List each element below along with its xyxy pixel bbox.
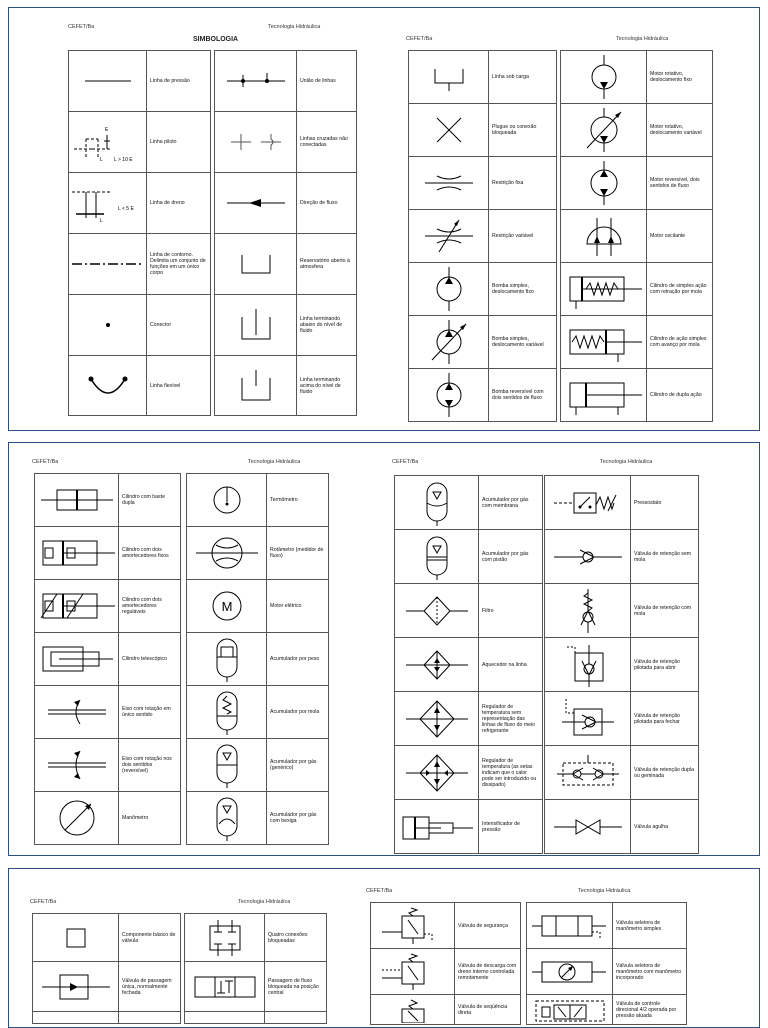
flexible-line-icon bbox=[83, 371, 133, 401]
electric-motor-icon bbox=[207, 586, 247, 626]
table-row bbox=[395, 800, 543, 854]
course-label: Tecnologia Hidráulica bbox=[238, 899, 291, 905]
table-row bbox=[545, 476, 699, 530]
table-row bbox=[215, 295, 357, 356]
symbol-label: Válvula seletora de manômetro com manômetro incorporado bbox=[613, 949, 687, 995]
symbol-label: União de linhas bbox=[297, 51, 357, 112]
course-label: Tecnologia Hidráulica bbox=[578, 888, 631, 894]
table-row bbox=[35, 474, 181, 527]
drain-cond-mark: L < 5 E bbox=[117, 206, 134, 212]
table-row bbox=[561, 157, 713, 210]
spring-advance-cylinder-icon bbox=[564, 322, 644, 362]
table-row bbox=[187, 580, 329, 633]
symbol-label: Válvula de descarga com dreno interno controlada remotamente bbox=[455, 949, 521, 995]
course-label: Tecnologia Hidráulica bbox=[616, 36, 669, 42]
symbol-label: Cilindro de simples ação com retração por mola bbox=[647, 263, 713, 316]
table-row bbox=[187, 792, 329, 845]
symbol-table bbox=[560, 50, 713, 422]
table-row bbox=[215, 356, 357, 416]
symbol-label: Válvula de retenção com mola bbox=[631, 584, 699, 638]
table-row bbox=[187, 739, 329, 792]
table-row bbox=[185, 962, 327, 1012]
symbol-label: Acumulador por gás com pistão bbox=[479, 530, 543, 584]
symbol-table bbox=[408, 50, 557, 422]
symbol-label: Bomba simples, deslocamento variável bbox=[489, 316, 557, 369]
pressure-switch-icon bbox=[550, 485, 626, 521]
table-row bbox=[215, 173, 357, 234]
table-row bbox=[185, 914, 327, 962]
symbol-label: Linha piloto bbox=[147, 112, 211, 173]
table-row bbox=[371, 903, 521, 949]
table-row bbox=[371, 995, 521, 1025]
table-row bbox=[187, 474, 329, 527]
table-row bbox=[35, 580, 181, 633]
reversible-pump-icon bbox=[429, 371, 469, 419]
pressure-intensifier-icon bbox=[397, 809, 477, 845]
symbol-table bbox=[526, 902, 687, 1025]
table-row bbox=[215, 112, 357, 173]
table-row bbox=[35, 792, 181, 845]
symbol-label: Linha de contorno. Delimita um conjunto de funções em um único corpo bbox=[147, 234, 211, 295]
table-row bbox=[35, 633, 181, 686]
table-row bbox=[545, 584, 699, 638]
piston-accumulator-icon bbox=[417, 533, 457, 581]
symbol-label: Acumulador por mola bbox=[267, 686, 329, 739]
table-row bbox=[561, 210, 713, 263]
symbol-label: Conector bbox=[147, 295, 211, 356]
table-row bbox=[35, 527, 181, 580]
symbol-label: Eixo com rotação em único sentido bbox=[119, 686, 181, 739]
symbol-label: Manômetro bbox=[119, 792, 181, 845]
table-row bbox=[545, 638, 699, 692]
symbol-label: Válvula agulha bbox=[631, 800, 699, 854]
symbol-label: Válvula de seqüência direta bbox=[455, 995, 521, 1025]
table-row bbox=[561, 51, 713, 104]
symbol-label: Filtro bbox=[479, 584, 543, 638]
page-2-left bbox=[30, 455, 360, 850]
symbol-label: Motor oscilante bbox=[647, 210, 713, 263]
symbol-label: Linha terminando abaixo do nível de fluido bbox=[297, 295, 357, 356]
line-above-fluid-icon bbox=[236, 366, 276, 406]
symbol-label: Válvula de retenção pilotada para fechar bbox=[631, 692, 699, 746]
fixed-restriction-icon bbox=[419, 168, 479, 198]
blocked-center-icon bbox=[187, 969, 263, 1005]
table-row bbox=[545, 692, 699, 746]
symbol-label: Bomba reversível com dois sentidos de fluxo bbox=[489, 369, 557, 422]
table-row bbox=[409, 263, 557, 316]
symbol-label: Linha de pressão bbox=[147, 51, 211, 112]
filter-icon bbox=[402, 591, 472, 631]
adjustable-cushion-cylinder-icon bbox=[37, 588, 117, 624]
unloading-valve-icon bbox=[378, 952, 448, 992]
variable-pump-icon bbox=[424, 318, 474, 366]
symbol-label: Reservatório aberto à atmosfera bbox=[297, 234, 357, 295]
symbol-table bbox=[544, 475, 699, 854]
symbol-table bbox=[34, 473, 181, 845]
symbol-label: Quatro conexões bloqueadas bbox=[265, 914, 327, 962]
symbol-table bbox=[184, 913, 327, 1024]
two-way-shaft-icon bbox=[42, 745, 112, 785]
table-row bbox=[395, 746, 543, 800]
symbol-label: Válvula de retenção dupla ou geminada bbox=[631, 746, 699, 800]
table-row bbox=[185, 1012, 327, 1024]
gas-accumulator-icon bbox=[207, 741, 247, 789]
symbol-label: Intensificador de pressão bbox=[479, 800, 543, 854]
symbol-table bbox=[68, 50, 211, 416]
check-valve-icon bbox=[550, 542, 626, 572]
table-row bbox=[395, 584, 543, 638]
symbol-label: Termômetro bbox=[267, 474, 329, 527]
pilot-cond-mark: L > 10 E bbox=[113, 157, 133, 163]
symbol-label: Cilindro de ação simples com avanço por mola bbox=[647, 316, 713, 369]
symbol-label: Acumulador por peso bbox=[267, 633, 329, 686]
table-row bbox=[187, 527, 329, 580]
symbol-label: Regulador de temperatura (as setas indicam que o calor pode ser introduzido ou dissipado) bbox=[479, 746, 543, 800]
table-row bbox=[215, 234, 357, 295]
spring-accumulator-icon bbox=[207, 688, 247, 736]
table-row bbox=[395, 638, 543, 692]
table-row bbox=[545, 746, 699, 800]
table-row bbox=[561, 369, 713, 422]
motor-letter: M bbox=[221, 599, 232, 614]
valve-component-icon bbox=[61, 923, 91, 953]
symbol-label: Acumulador por gás com bexiga bbox=[267, 792, 329, 845]
table-row bbox=[561, 104, 713, 157]
symbol-table bbox=[32, 913, 181, 1024]
org-label: CEFET/Ba bbox=[392, 459, 419, 465]
table-row bbox=[545, 530, 699, 584]
table-row bbox=[561, 316, 713, 369]
page-1-right bbox=[400, 30, 720, 425]
gauge-selector-icon bbox=[530, 908, 610, 944]
double-acting-cylinder-icon bbox=[564, 375, 644, 415]
org-label: CEFET/Ba bbox=[30, 899, 57, 905]
table-row bbox=[561, 263, 713, 316]
symbol-label: Cilindro com dois amortecedores fixos bbox=[119, 527, 181, 580]
variable-restriction-icon bbox=[419, 216, 479, 256]
double-rod-cylinder-icon bbox=[37, 484, 117, 516]
loaded-line-icon bbox=[429, 61, 469, 93]
table-row bbox=[33, 1012, 181, 1024]
weight-accumulator-icon bbox=[207, 635, 247, 683]
table-row bbox=[35, 739, 181, 792]
symbol-label: Motor reversível, dois sentidos de fluxo bbox=[647, 157, 713, 210]
symbol-label: Motor rotativo, deslocamento fixo bbox=[647, 51, 713, 104]
double-check-valve-icon bbox=[553, 751, 623, 795]
symbol-label: Válvula de passagem única, normalmente fechada bbox=[119, 962, 181, 1012]
org-label: CEFET/Ba bbox=[366, 888, 393, 894]
table-row bbox=[35, 686, 181, 739]
pilot-open-check-icon bbox=[563, 641, 613, 689]
table-row bbox=[395, 530, 543, 584]
gauge-selector-built-in-icon bbox=[530, 954, 610, 990]
symbol-label: Linha de dreno bbox=[147, 173, 211, 234]
table-row bbox=[409, 369, 557, 422]
symbol-label: Linha terminando acima do nível de fluido bbox=[297, 356, 357, 416]
four-blocked-icon bbox=[200, 918, 250, 958]
org-label: CEFET/Ba bbox=[406, 36, 433, 42]
table-row bbox=[69, 51, 211, 112]
symbol-label: Válvula de controle direcional 4/2 operada por pressão atuada bbox=[613, 995, 687, 1025]
symbol-table bbox=[186, 473, 329, 845]
symbol-label: Cilindro com dois amortecedores reguláveis bbox=[119, 580, 181, 633]
telescopic-cylinder-icon bbox=[37, 641, 117, 677]
symbol-label: Passagem de fluxo bloqueada na posição central bbox=[265, 962, 327, 1012]
variable-motor-icon bbox=[579, 106, 629, 154]
symbol-label: Válvula de retenção sem mola bbox=[631, 530, 699, 584]
bladder-accumulator-icon bbox=[207, 794, 247, 842]
rotary-motor-icon bbox=[584, 53, 624, 101]
connector-icon bbox=[98, 315, 118, 335]
table-row bbox=[395, 692, 543, 746]
pilot-l-mark: L bbox=[99, 157, 103, 163]
symbol-label: Regulador de temperatura sem representação das linhas de fluxo do meio refrigerante bbox=[479, 692, 543, 746]
symbol-label: Aquecedor na linha bbox=[479, 638, 543, 692]
spring-check-valve-icon bbox=[568, 587, 608, 635]
table-row bbox=[545, 800, 699, 854]
page-title: SIMBOLOGIA bbox=[193, 36, 239, 43]
org-label: CEFET/Ba bbox=[32, 459, 59, 465]
table-row bbox=[69, 112, 211, 173]
table-row bbox=[409, 157, 557, 210]
symbol-label: Acumulador por gás (genérico) bbox=[267, 739, 329, 792]
symbol-label: Cilindro de dupla ação bbox=[647, 369, 713, 422]
oscillating-motor-icon bbox=[579, 214, 629, 258]
symbol-table bbox=[214, 50, 357, 416]
line-below-fluid-icon bbox=[236, 305, 276, 345]
table-row bbox=[527, 995, 687, 1025]
directional-valve-icon bbox=[530, 997, 610, 1023]
symbol-label: Rotâmetro (medidor de fluxo) bbox=[267, 527, 329, 580]
symbol-label: Acumulador por gás com membrana bbox=[479, 476, 543, 530]
open-reservoir-icon bbox=[236, 249, 276, 279]
membrane-accumulator-icon bbox=[417, 479, 457, 527]
page-3-right bbox=[364, 884, 724, 1024]
single-pass-valve-icon bbox=[38, 969, 114, 1005]
org-label: CEFET/Ba bbox=[68, 24, 95, 30]
contour-line-icon bbox=[70, 254, 146, 274]
symbol-label: Motor elétrico bbox=[267, 580, 329, 633]
simple-pump-icon bbox=[429, 265, 469, 313]
table-row bbox=[33, 962, 181, 1012]
symbol-label: Linha sob carga bbox=[489, 51, 557, 104]
table-row bbox=[69, 234, 211, 295]
symbol-label: Linha flexível bbox=[147, 356, 211, 416]
symbol-label: Restrição variável bbox=[489, 210, 557, 263]
flow-direction-icon bbox=[221, 193, 291, 213]
table-row bbox=[187, 686, 329, 739]
manometer-icon bbox=[53, 794, 101, 842]
symbol-label: Cilindro com haste dupla bbox=[119, 474, 181, 527]
page-3-left bbox=[30, 895, 360, 1024]
course-label: Tecnologia Hidráulica bbox=[600, 459, 653, 465]
temp-regulator-arrows-icon bbox=[402, 751, 472, 795]
table-row bbox=[371, 949, 521, 995]
table-row bbox=[33, 914, 181, 962]
symbol-label: Válvula de retenção pilotada para abrir bbox=[631, 638, 699, 692]
symbol-label: Eixo com rotação nos dois sentidos (reversível) bbox=[119, 739, 181, 792]
table-row bbox=[409, 51, 557, 104]
symbol-label: Direção de fluxo bbox=[297, 173, 357, 234]
drain-l-mark: L bbox=[99, 218, 103, 224]
course-label: Tecnologia Hidráulica bbox=[248, 459, 301, 465]
table-row bbox=[69, 173, 211, 234]
table-row bbox=[409, 316, 557, 369]
symbol-label: Cilindro telescópico bbox=[119, 633, 181, 686]
table-row bbox=[527, 903, 687, 949]
crossed-lines-icon bbox=[221, 130, 291, 154]
symbol-label: Linhas cruzadas não conectadas bbox=[297, 112, 357, 173]
table-row bbox=[69, 356, 211, 416]
needle-valve-icon bbox=[550, 812, 626, 842]
symbol-label: Válvula de segurança bbox=[455, 903, 521, 949]
sequence-valve-icon bbox=[378, 997, 448, 1023]
page-1-left bbox=[62, 20, 362, 425]
table-row bbox=[187, 633, 329, 686]
spring-return-cylinder-icon bbox=[564, 269, 644, 309]
thermometer-icon bbox=[207, 480, 247, 520]
symbol-label: Válvula seletora de manômetro simples bbox=[613, 903, 687, 949]
temp-regulator-icon bbox=[402, 697, 472, 741]
symbol-table bbox=[394, 475, 543, 854]
symbol-label: Plugue ou conexão bloqueada bbox=[489, 104, 557, 157]
symbol-label: Bomba simples, deslocamento fixo bbox=[489, 263, 557, 316]
drain-line-icon bbox=[70, 178, 146, 228]
course-label: Tecnologia Hidráulica bbox=[268, 24, 321, 30]
pilot-e-mark: E bbox=[104, 127, 108, 133]
table-row bbox=[215, 51, 357, 112]
symbol-label: Restrição fixa bbox=[489, 157, 557, 210]
table-row bbox=[527, 949, 687, 995]
symbol-table bbox=[370, 902, 521, 1025]
reversible-motor-icon bbox=[584, 159, 624, 207]
one-way-shaft-icon bbox=[42, 694, 112, 730]
table-row bbox=[395, 476, 543, 530]
page-2-right bbox=[390, 455, 720, 850]
blocked-plug-icon bbox=[429, 112, 469, 148]
table-row bbox=[69, 295, 211, 356]
symbol-label: Motor rotativo, deslocamento variável bbox=[647, 104, 713, 157]
heater-icon bbox=[402, 645, 472, 685]
symbol-label: Pressostato bbox=[631, 476, 699, 530]
table-row bbox=[409, 210, 557, 263]
fixed-cushion-cylinder-icon bbox=[37, 535, 117, 571]
symbol-label: Componente básico de válvula bbox=[119, 914, 181, 962]
pressure-line-icon bbox=[73, 71, 143, 91]
safety-valve-icon bbox=[378, 906, 448, 946]
rotameter-icon bbox=[192, 533, 262, 573]
pilot-line-icon bbox=[70, 117, 146, 167]
line-union-icon bbox=[221, 71, 291, 91]
table-row bbox=[409, 104, 557, 157]
pilot-close-check-icon bbox=[558, 695, 618, 743]
